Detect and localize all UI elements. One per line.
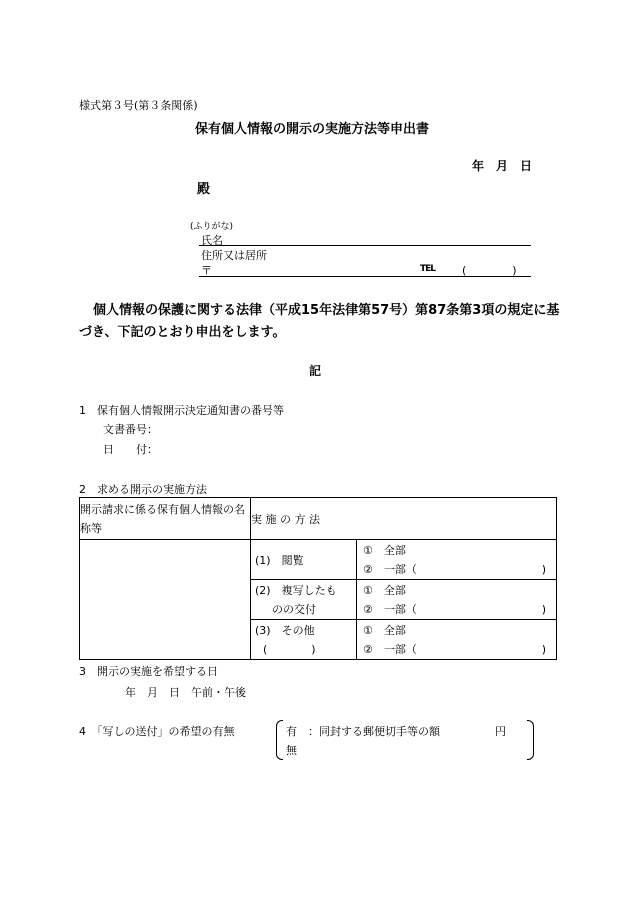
info-name-cell[interactable] [80,540,251,660]
postage-yes-line[interactable]: 有 ：同封する郵便切手等の額 [286,725,440,738]
address-underline [199,276,531,277]
method-row-3-label: (3) その他 ( ) [251,620,357,660]
section1-heading: 1 保有個人情報開示決定通知書の番号等 [79,404,284,417]
left-brace [276,720,283,760]
ki-label: 記 [309,364,322,378]
address-label: 住所又は居所 [201,249,267,262]
intro-line-1: 個人情報の保護に関する法律（平成15年法律第57号）第87条第3項の規定に基 [93,303,560,318]
date-line: 年 月 日 [472,159,533,173]
method-row-2-options[interactable]: ① 全部 ② 一部（ ) [357,580,557,620]
postal-mark: 〒 [201,264,212,277]
right-brace [527,720,534,760]
method-row-2-label: (2) 複写したも のの交付 [251,580,357,620]
addressee: 殿 [197,182,211,197]
form-id: 様式第３号(第３条関係) [79,99,198,112]
doc-number-label: 文書番号： [103,423,158,436]
notice-date-label: 日 付： [103,443,158,456]
intro-line-2: づき、下記のとおり申出をします。 [79,325,286,340]
tel-paren: ( ) [462,264,525,277]
method-row-1-label: (1) 閲覧 [251,540,357,580]
section2-heading: 2 求める開示の実施方法 [79,483,207,496]
method-header: 実 施 の 方 法 [251,498,557,540]
name-underline [199,245,531,246]
info-name-header: 開示請求に係る保有個人情報の名称等 [80,498,251,540]
postage-no-line[interactable]: 無 [286,744,297,757]
method-row-3-options[interactable]: ① 全部 ② 一部（ ) [357,620,557,660]
name-label: 氏名 [201,234,223,247]
document-title: 保有個人情報の開示の実施方法等申出書 [195,122,430,137]
furigana-label: (ふりがな) [190,222,234,232]
method-row-1-options[interactable]: ① 全部 ② 一部（ ) [357,540,557,580]
method-table [79,497,557,660]
tel-label: TEL [420,264,436,274]
preferred-date-line: 年 月 日 午前・午後 [125,686,246,699]
section4-heading: 4 「写しの送付」の希望の有無 [79,725,235,738]
yen-label: 円 [495,725,506,738]
section3-heading: 3 開示の実施を希望する日 [79,665,218,678]
